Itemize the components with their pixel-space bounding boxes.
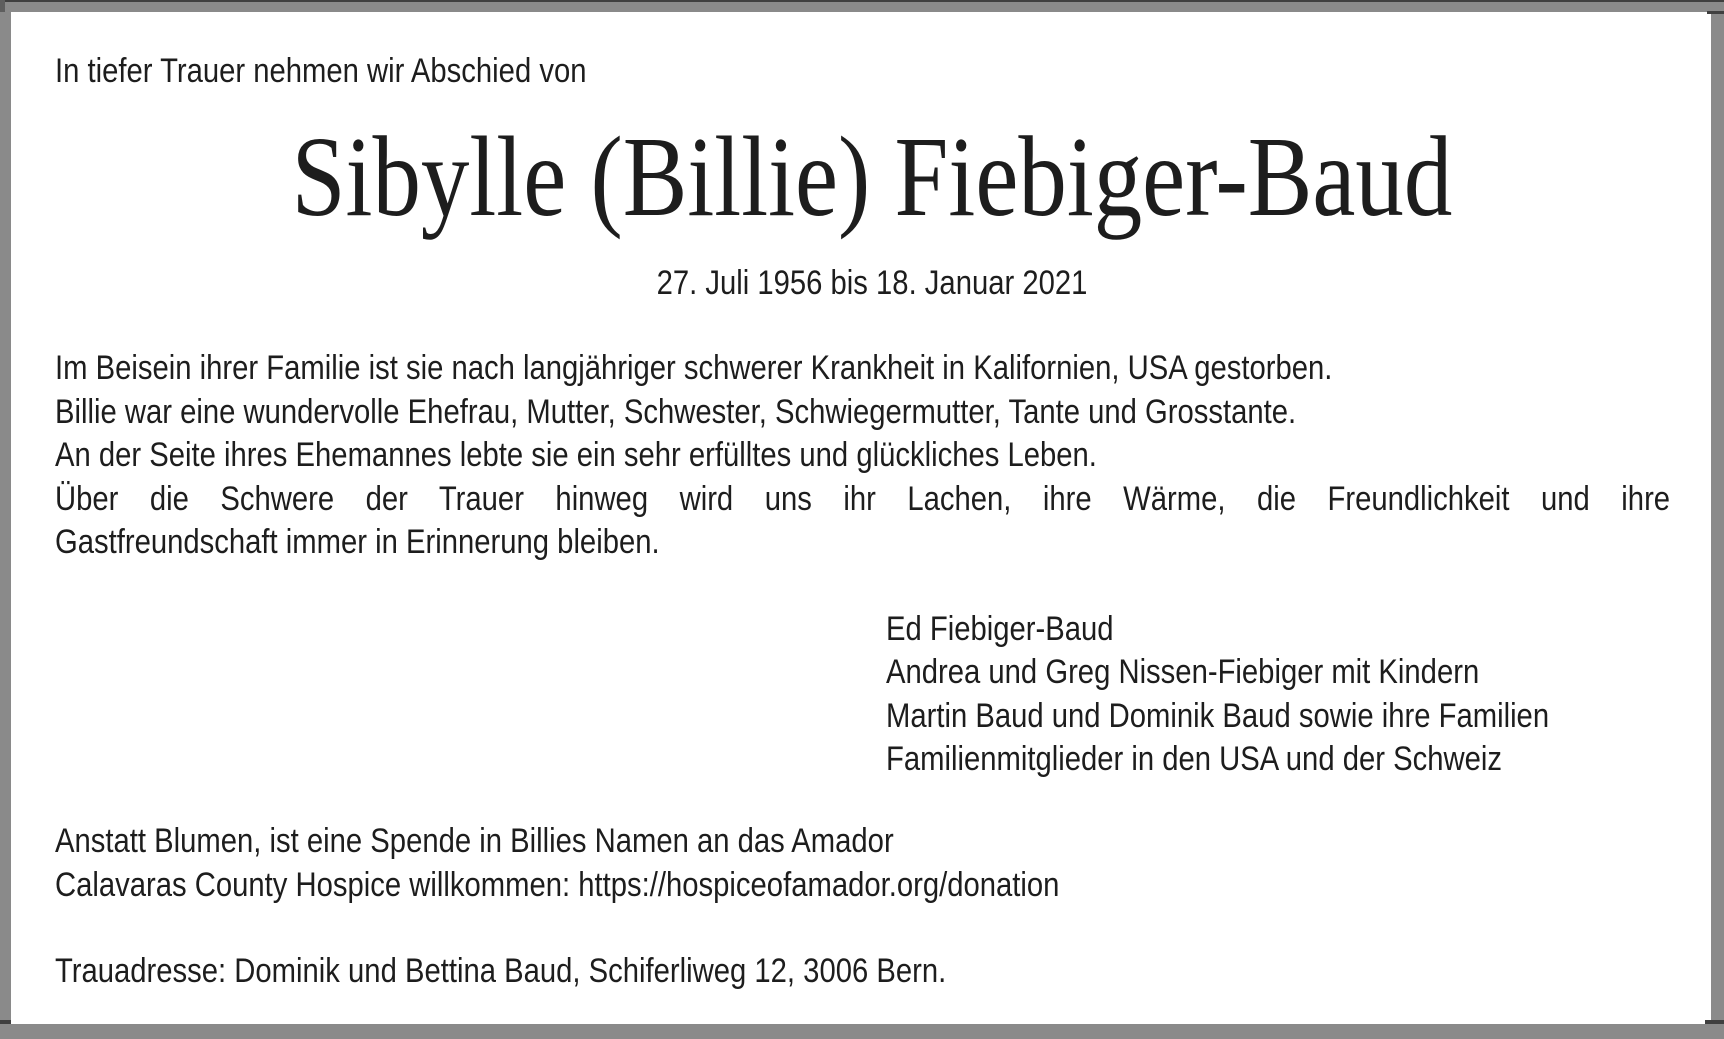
donation-note	[55, 820, 1059, 907]
mourning-address: Trauadresse: Dominik und Bettina Baud, Schiferliweg 12, 3006 Bern.	[55, 952, 947, 990]
mourner-line: Ed Fiebiger-Baud	[886, 610, 1114, 648]
obituary-text-line: Über die Schwere der Trauer hinweg wird uns ihr Lachen, ihre Wärme, die Freundlichkeit und ihre	[55, 479, 1671, 518]
obituary-text-line: Gastfreundschaft immer in Erinnerung bleiben.	[55, 523, 660, 562]
deceased-name: Sibylle (Billie) Fiebiger-Baud	[291, 113, 1453, 240]
surround-top-left-notch	[0, 0, 5, 12]
mourner-line: Andrea und Greg Nissen-Fiebiger mit Kindern	[886, 653, 1480, 692]
obituary-text-line: Billie war eine wundervolle Ehefrau, Mutter, Schwester, Schwiegermutter, Tante und Grosstante.	[55, 392, 1297, 431]
surround-bottom-right-notch	[1705, 1020, 1724, 1024]
obituary-paragraph	[55, 347, 1670, 565]
surround-left-strip	[0, 12, 11, 1024]
surround-top-edge-line	[0, 0, 1724, 2]
donation-line: Calavaras County Hospice willkommen: https://hospiceofamador.org/donation	[55, 865, 1060, 904]
mourner-line: Familienmitglieder in den USA und der Schweiz	[886, 739, 1502, 778]
life-dates: 27. Juli 1956 bis 18. Januar 2021	[656, 264, 1088, 302]
donation-line: Anstatt Blumen, ist eine Spende in Billies Namen an das Amador	[55, 822, 894, 860]
surround-right-top-line	[1707, 11, 1724, 14]
intro-line: In tiefer Trauer nehmen wir Abschied von	[55, 52, 587, 90]
surround-bottom-left-notch	[0, 1020, 11, 1024]
surround-right-strip	[1711, 12, 1724, 1024]
mourners-list	[886, 608, 1549, 781]
mourner-line: Martin Baud und Dominik Baud sowie ihre Familien	[886, 696, 1550, 735]
obituary-text-line: An der Seite ihres Ehemannes lebte sie ein sehr erfülltes und glückliches Leben.	[55, 436, 1097, 475]
surround-bottom-bar	[0, 1024, 1724, 1039]
obituary-text-line: Im Beisein ihrer Familie ist sie nach langjähriger schwerer Krankheit in Kalifornien, USA gestorben.	[55, 349, 1333, 387]
